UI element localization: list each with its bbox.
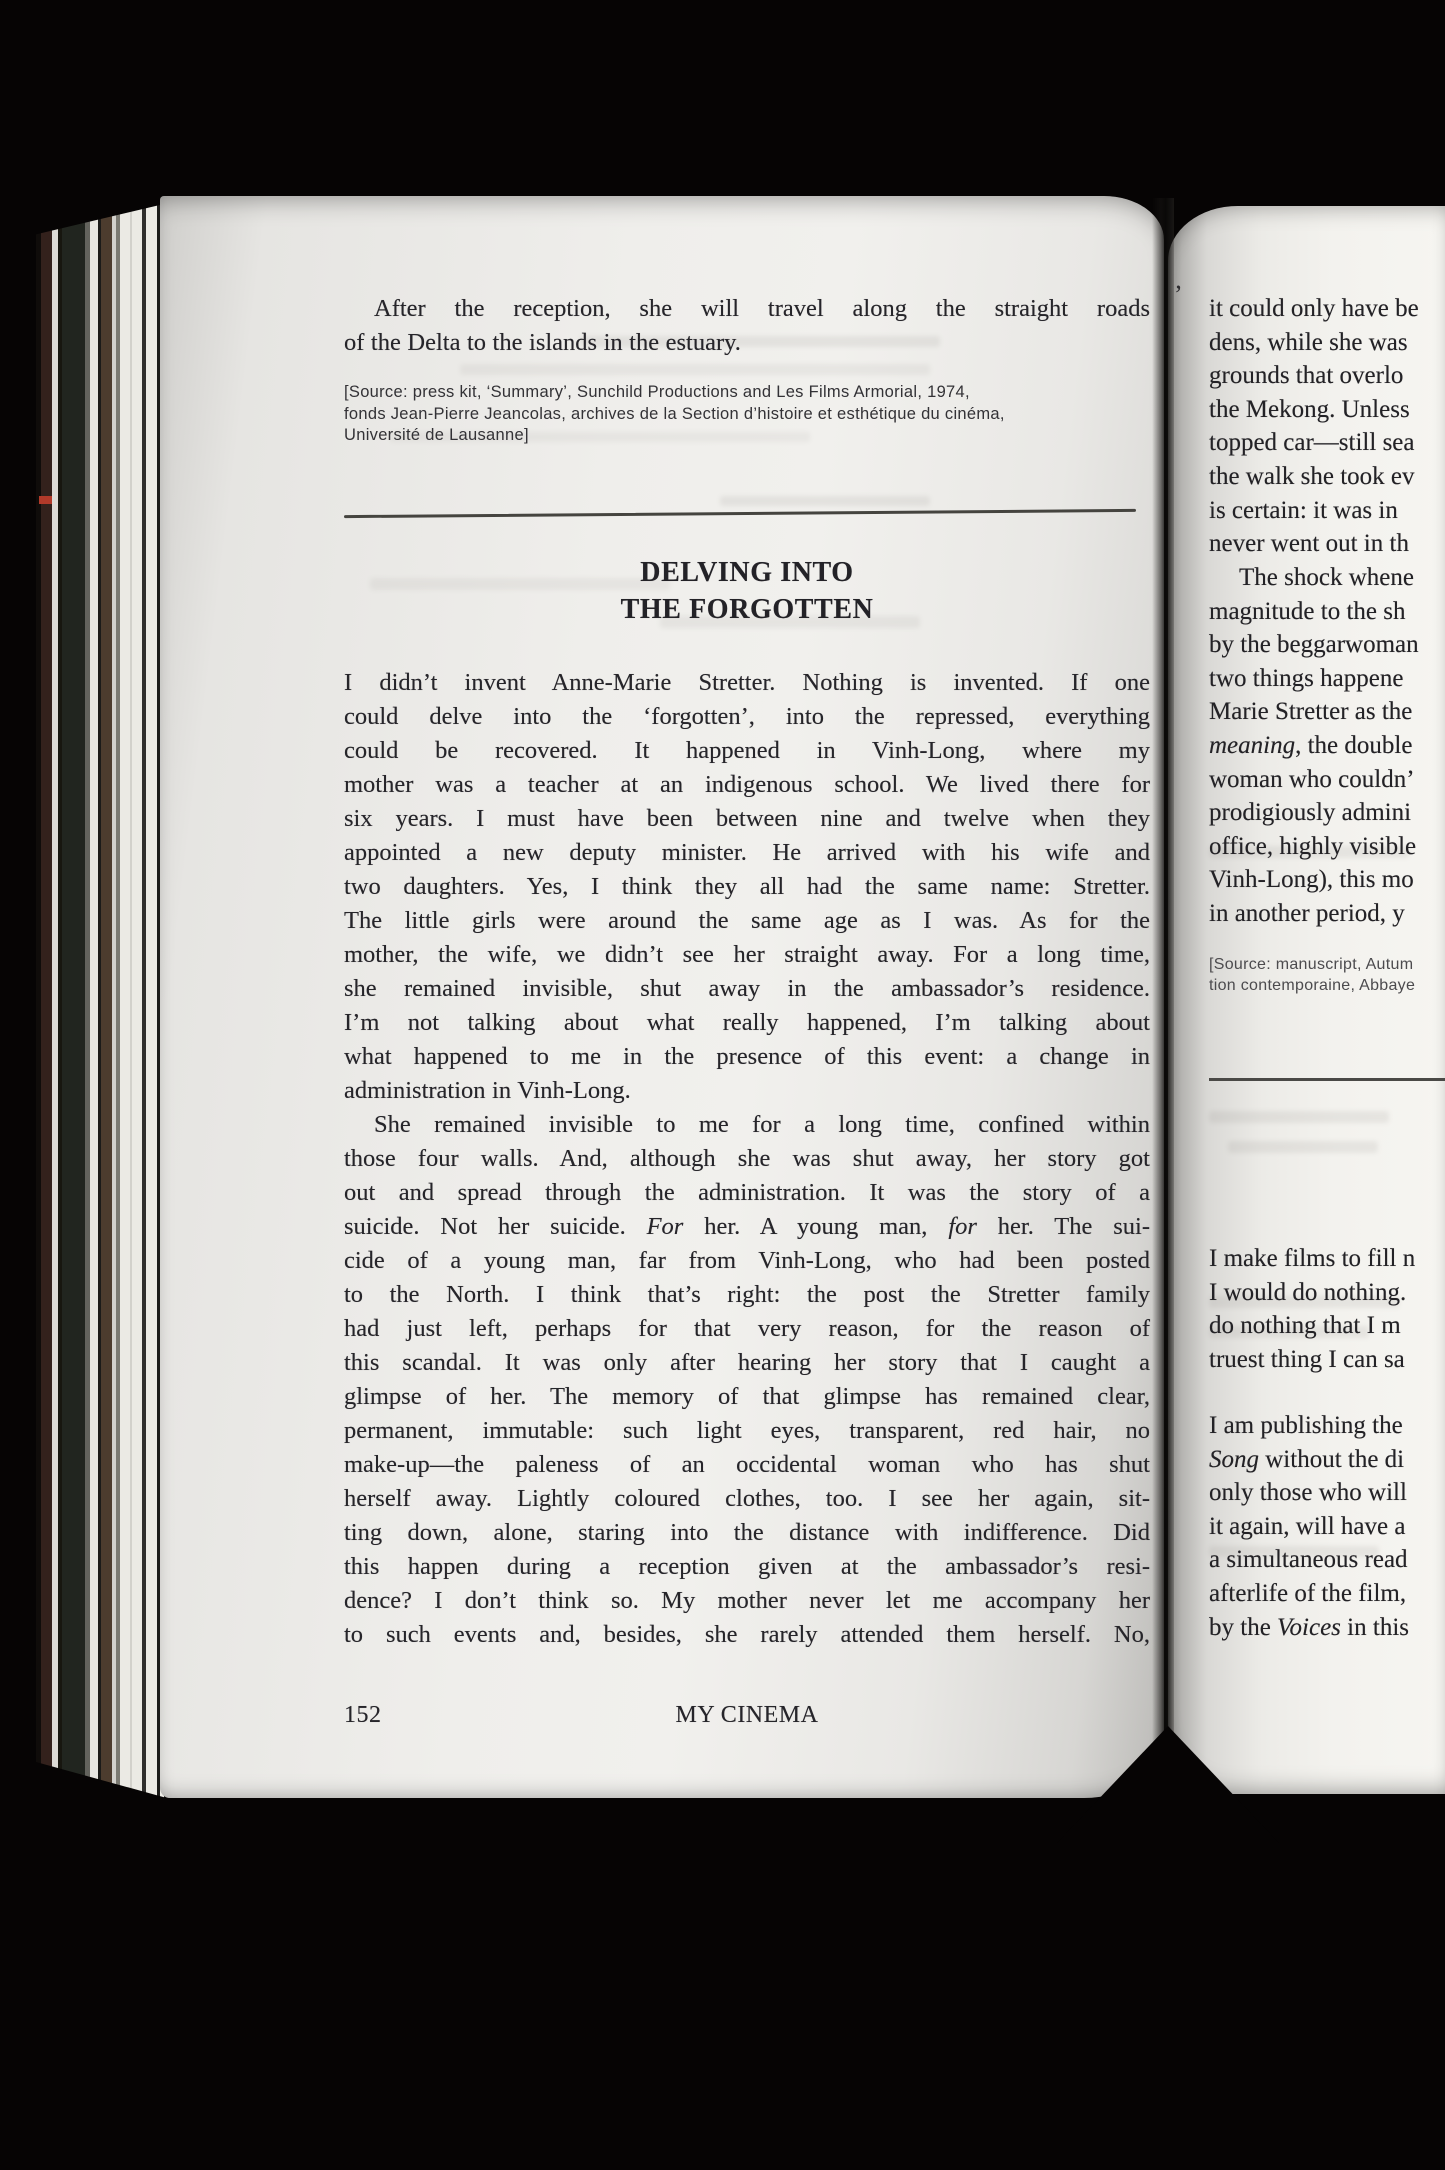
page-edge-stripe — [120, 204, 142, 1802]
text-line: topped car—still sea — [1209, 429, 1415, 457]
text-line: truest thing I can sa — [1209, 1345, 1405, 1373]
text-line: could be recovered. It happened in Vinh-Long, where my — [344, 737, 1150, 764]
right-source-citation — [1209, 954, 1445, 996]
text-line: I’m not talking about what really happened, I’m talking about — [344, 1009, 1150, 1036]
text-line: ting down, alone, staring into the distance with indifference. Did — [344, 1519, 1150, 1546]
text-line: make-up—the paleness of an occidental woman who has shut — [344, 1451, 1150, 1478]
page-number: 152 — [344, 1702, 382, 1728]
text-line: herself away. Lightly coloured clothes, too. I see her again, sit- — [344, 1485, 1150, 1512]
text-line: Marie Stretter as the — [1209, 698, 1413, 726]
text-line: by the beggarwoman — [1209, 631, 1419, 659]
text-line: woman who couldn’ — [1209, 765, 1415, 793]
text-line: never went out in th — [1209, 530, 1409, 558]
source-citation — [344, 382, 1150, 447]
text-line: to such events and, besides, she rarely attended them herself. No, — [344, 1621, 1150, 1648]
text-line: After the reception, she will travel along the straight roads — [374, 295, 1150, 322]
text-line: she remained invisible, shut away in the ambassador’s residence. — [344, 975, 1150, 1002]
margin-quote-mark: ’ — [1174, 280, 1183, 309]
text-line: do nothing that I m — [1209, 1312, 1401, 1340]
bleed-through-ghost — [720, 496, 930, 506]
text-line: She remained invisible to me for a long time, confined within — [374, 1111, 1150, 1138]
text-line: office, highly visible — [1209, 832, 1417, 860]
section-divider-rule — [344, 509, 1136, 518]
text-line: the walk she took ev — [1209, 462, 1415, 490]
right-paragraph-continued — [1209, 292, 1445, 561]
page-edge-stack — [36, 204, 164, 1802]
text-line: Université de Lausanne] — [344, 426, 529, 444]
page-edge-stripe — [62, 204, 85, 1802]
right-section-divider-rule — [1209, 1078, 1445, 1081]
text-line: administration in Vinh-Long. — [344, 1077, 631, 1104]
text-line: I am publishing the — [1209, 1412, 1403, 1439]
right-paragraph-publishing — [1209, 1409, 1445, 1644]
text-line: appointed a new deputy minister. He arrived with his wife and — [344, 839, 1150, 866]
text-line: only those who will — [1209, 1479, 1407, 1507]
text-line: in another period, y — [1209, 899, 1405, 927]
text-line: I didn’t invent Anne-Marie Stretter. Nothing is invented. If one — [344, 669, 1150, 696]
text-line: to the North. I think that’s right: the post the Stretter family — [344, 1281, 1150, 1308]
running-title: MY CINEMA — [675, 1702, 819, 1728]
text-line: dence? I don’t think so. My mother never let me accompany her — [344, 1587, 1150, 1614]
bleed-through-ghost — [460, 364, 930, 375]
page-edge-stripe — [90, 204, 98, 1802]
text-line: dens, while she was — [1209, 328, 1408, 356]
text-line: suicide. Not her suicide. For her. A young man, for her. The sui- — [344, 1213, 1150, 1240]
bleed-through-ghost — [1209, 1111, 1389, 1123]
text-line: the Mekong. Unless — [1209, 395, 1410, 423]
text-line: magnitude to the sh — [1209, 597, 1406, 625]
text-line: afterlife of the film, — [1209, 1579, 1407, 1607]
text-line: The shock whene — [1239, 564, 1414, 591]
text-line: by the Voices in this — [1209, 1613, 1409, 1641]
text-line: fonds Jean-Pierre Jeancolas, archives de la Section d’histoire et esthétique du cinéma, — [344, 404, 1005, 423]
text-line: two daughters. Yes, I think they all had the same name: Stretter. — [344, 873, 1150, 900]
page-footer — [344, 1702, 1150, 1736]
chapter-heading-line: DELVING INTO — [640, 557, 854, 588]
text-line: what happened to me in the presence of this event: a change in — [344, 1043, 1150, 1070]
gutter-bottom-notch — [1056, 1726, 1280, 1844]
text-line: I would do nothing. — [1209, 1278, 1407, 1306]
text-line: grounds that overlo — [1209, 362, 1404, 390]
text-line: could delve into the ‘forgotten’, into the repressed, everything — [344, 703, 1150, 730]
text-line: Song without the di — [1209, 1445, 1405, 1473]
page-edge-stripe — [101, 204, 112, 1802]
red-bookmark-mark — [39, 496, 52, 504]
text-line: prodigiously admini — [1209, 799, 1412, 827]
text-line: [Source: press kit, ‘Summary’, Sunchild Productions and Les Films Armorial, 1974, — [344, 383, 970, 401]
text-line: had just left, perhaps for that very reason, for the reason of — [344, 1315, 1150, 1342]
text-line: [Source: manuscript, Autum — [1209, 956, 1414, 973]
text-line: The little girls were around the same age as I was. As for the — [344, 907, 1150, 934]
text-line: of the Delta to the islands in the estuary. — [344, 329, 741, 356]
text-line: two things happene — [1209, 664, 1404, 692]
text-line: cide of a young man, far from Vinh-Long, who had been posted — [344, 1247, 1150, 1274]
text-line: glimpse of her. The memory of that glimpse has remained clear, — [344, 1383, 1150, 1410]
left-page — [160, 196, 1164, 1798]
text-line: six years. I must have been between nine and twelve when they — [344, 805, 1150, 832]
body-paragraph-2 — [344, 1108, 1150, 1652]
text-line: this scandal. It was only after hearing her story that I caught a — [344, 1349, 1150, 1376]
text-line: tion contemporaine, Abbaye — [1209, 977, 1416, 994]
chapter-heading-line: THE FORGOTTEN — [620, 594, 874, 625]
text-line: mother was a teacher at an indigenous school. We lived there for — [344, 771, 1150, 798]
text-line: meaning, the double — [1209, 731, 1413, 759]
gutter-shadow — [1152, 198, 1174, 1798]
right-paragraph-shock — [1209, 561, 1445, 931]
right-page — [1168, 206, 1445, 1794]
text-line: permanent, immutable: such light eyes, transparent, red hair, no — [344, 1417, 1150, 1444]
text-line: out and spread through the administration. It was the story of a — [344, 1179, 1150, 1206]
text-line: mother, the wife, we didn’t see her straight away. For a long time, — [344, 941, 1150, 968]
text-line: a simultaneous read — [1209, 1546, 1408, 1574]
text-line: those four walls. And, although she was shut away, her story got — [344, 1145, 1150, 1172]
intro-paragraph — [344, 292, 1150, 360]
page-edge-stripe — [41, 204, 52, 1802]
bleed-through-ghost — [1228, 1141, 1378, 1153]
text-line: it could only have be — [1209, 295, 1419, 322]
chapter-heading — [344, 554, 1150, 628]
text-line: is certain: it was in — [1209, 496, 1398, 524]
page-edge-stripe — [146, 204, 157, 1802]
text-line: Vinh-Long), this mo — [1209, 866, 1414, 894]
right-paragraph-films — [1209, 1242, 1445, 1376]
body-paragraph-1 — [344, 666, 1150, 1108]
text-line: this happen during a reception given at the ambassador’s resi- — [344, 1553, 1150, 1580]
text-line: I make films to fill n — [1209, 1245, 1416, 1272]
text-line: it again, will have a — [1209, 1512, 1406, 1540]
